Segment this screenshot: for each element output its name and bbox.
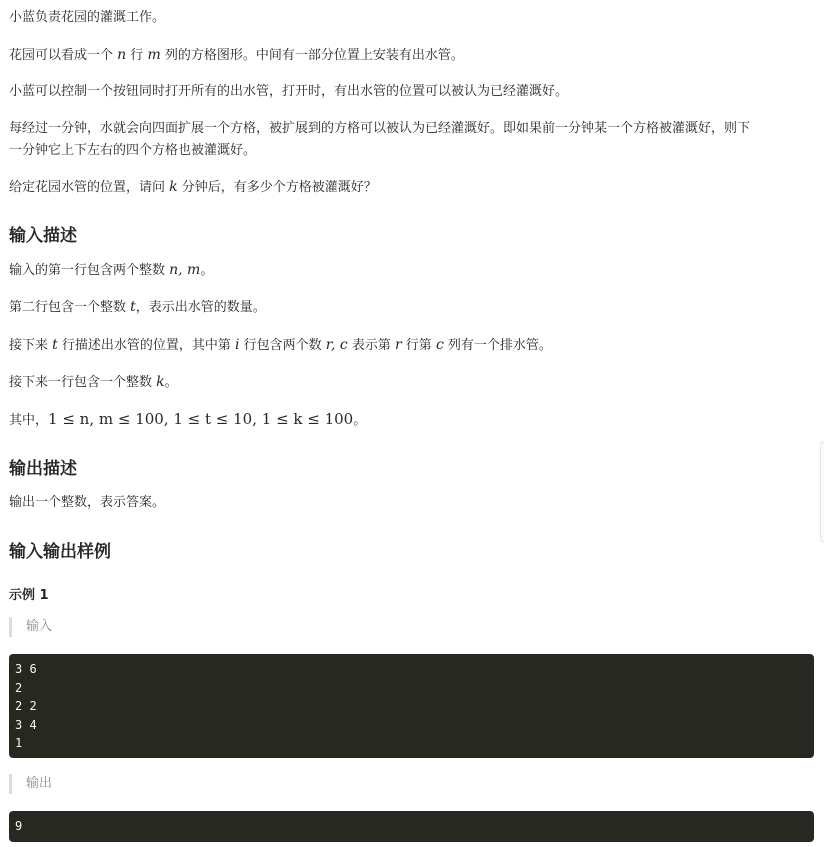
input-line-2: 第二行包含一个整数 t，表示出水管的数量。 — [9, 299, 266, 315]
problem-paragraph-4-line-1: 每经过一分钟，水就会向四面扩展一个方格，被扩展到的方格可以被认为已经灌溉好。即如果前一分钟某一个方格被灌溉好，则下 — [9, 121, 751, 136]
sample-output-label: 输出 — [9, 774, 52, 794]
input-line-4: 接下来一行包含一个整数 k。 — [9, 374, 178, 390]
input-line-1: 输入的第一行包含两个整数 n, m。 — [9, 262, 214, 278]
samples-heading: 输入输出样例 — [9, 542, 111, 562]
output-description-heading: 输出描述 — [9, 459, 77, 479]
problem-paragraph-2: 花园可以看成一个 n 行 m 列的方格图形。中间有一部分位置上安装有出水管。 — [9, 47, 464, 63]
problem-paragraph-3: 小蓝可以控制一个按钮同时打开所有的出水管，打开时，有出水管的位置可以被认为已经灌溉好。 — [9, 84, 569, 99]
problem-paragraph-4-line-2: 一分钟它上下左右的四个方格也被灌溉好。 — [9, 143, 257, 158]
side-scroll-handle[interactable] — [820, 441, 824, 543]
problem-intro: 小蓝负责花园的灌溉工作。 — [9, 10, 166, 25]
sample-input-label: 输入 — [9, 617, 52, 637]
input-line-3: 接下来 t 行描述出水管的位置，其中第 i 行包含两个数 r, c 表示第 r 行第 c 列有一个排水管。 — [9, 337, 552, 353]
sample-output-code-block[interactable]: 9 — [9, 811, 814, 842]
input-description-heading: 输入描述 — [9, 226, 77, 246]
output-description-text: 输出一个整数，表示答案。 — [9, 495, 166, 510]
input-constraints: 其中，1 ≤ n, m ≤ 100, 1 ≤ t ≤ 10, 1 ≤ k ≤ 100。 — [9, 410, 367, 428]
problem-paragraph-5: 给定花园水管的位置，请问 k 分钟后，有多少个方格被灌溉好？ — [9, 179, 377, 195]
sample-input-code-block[interactable]: 3 6 2 2 2 3 4 1 — [9, 654, 814, 758]
example-1-title: 示例 1 — [9, 588, 49, 603]
